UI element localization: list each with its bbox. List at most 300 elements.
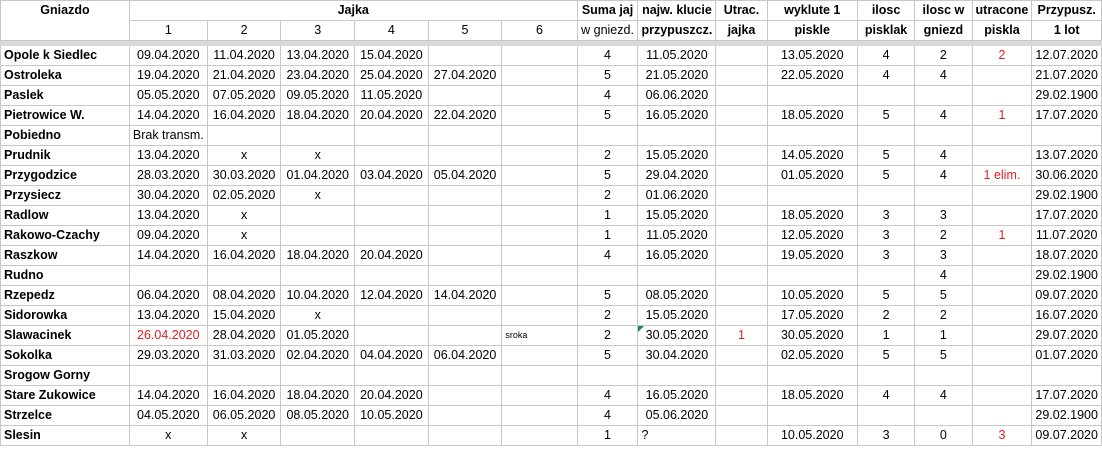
cell-jajko-5[interactable]: 27.04.2020 (428, 66, 502, 86)
cell-jajko-2[interactable]: x (207, 146, 281, 166)
cell-jajko-1[interactable]: 28.03.2020 (129, 166, 207, 186)
cell-jajko-5[interactable] (428, 206, 502, 226)
cell-jajko-1[interactable]: Brak transm. (129, 126, 207, 146)
cell-jajko-2[interactable]: 31.03.2020 (207, 346, 281, 366)
cell-jajko-1[interactable]: 14.04.2020 (129, 246, 207, 266)
cell-jajko-5[interactable] (428, 46, 502, 66)
cell-jajko-2[interactable]: 08.04.2020 (207, 286, 281, 306)
cell-ilosc-gn[interactable] (915, 186, 972, 206)
cell-suma[interactable]: 4 (577, 386, 638, 406)
cell-jajko-3[interactable] (281, 206, 355, 226)
cell-utracone[interactable] (972, 306, 1032, 326)
cell-jajko-6[interactable] (502, 106, 577, 126)
cell-jajko-4[interactable] (355, 206, 429, 226)
cell-wyklute[interactable]: 01.05.2020 (767, 166, 857, 186)
cell-utrac[interactable] (716, 426, 767, 446)
cell-jajko-4[interactable]: 10.05.2020 (355, 406, 429, 426)
header-jajka-1[interactable]: 1 (129, 21, 207, 41)
cell-ilosc[interactable]: 3 (857, 246, 914, 266)
cell-jajko-5[interactable]: 14.04.2020 (428, 286, 502, 306)
cell-jajko-5[interactable] (428, 246, 502, 266)
cell-ilosc[interactable]: 4 (857, 386, 914, 406)
cell-suma[interactable]: 1 (577, 226, 638, 246)
cell-ilosc-gn[interactable] (915, 366, 972, 386)
cell-jajko-6[interactable] (502, 126, 577, 146)
header-utrac[interactable]: Utrac. (716, 1, 767, 21)
cell-klucie[interactable]: 16.05.2020 (638, 386, 716, 406)
cell-jajko-6[interactable]: sroka (502, 326, 577, 346)
cell-gniazdo[interactable]: Przygodzice (1, 166, 130, 186)
cell-utrac[interactable] (716, 86, 767, 106)
cell-jajko-3[interactable] (281, 266, 355, 286)
cell-suma[interactable] (577, 266, 638, 286)
cell-klucie[interactable]: 06.06.2020 (638, 86, 716, 106)
cell-ilosc[interactable] (857, 186, 914, 206)
cell-jajko-5[interactable] (428, 406, 502, 426)
cell-przypusz[interactable]: 11.07.2020 (1032, 226, 1102, 246)
header-przypusz-sub[interactable]: 1 lot (1032, 21, 1102, 41)
cell-przypusz[interactable]: 09.07.2020 (1032, 286, 1102, 306)
cell-utrac[interactable] (716, 186, 767, 206)
cell-jajko-3[interactable]: 13.04.2020 (281, 46, 355, 66)
cell-gniazdo[interactable]: Paslek (1, 86, 130, 106)
cell-przypusz[interactable]: 18.07.2020 (1032, 246, 1102, 266)
cell-gniazdo[interactable]: Raszkow (1, 246, 130, 266)
cell-jajko-1[interactable]: 26.04.2020 (129, 326, 207, 346)
header-wyklute[interactable]: wyklute 1 (767, 1, 857, 21)
cell-jajko-2[interactable]: 02.05.2020 (207, 186, 281, 206)
cell-utrac[interactable] (716, 66, 767, 86)
cell-suma[interactable]: 4 (577, 86, 638, 106)
header-suma-sub[interactable]: w gniezd. (577, 21, 638, 41)
cell-przypusz[interactable]: 17.07.2020 (1032, 206, 1102, 226)
header-klucie[interactable]: najw. klucie (638, 1, 716, 21)
cell-jajko-4[interactable]: 25.04.2020 (355, 66, 429, 86)
cell-klucie[interactable]: 16.05.2020 (638, 246, 716, 266)
cell-gniazdo[interactable]: Slawacinek (1, 326, 130, 346)
cell-jajko-2[interactable]: 16.04.2020 (207, 246, 281, 266)
cell-jajko-3[interactable]: x (281, 146, 355, 166)
cell-utrac[interactable] (716, 226, 767, 246)
cell-jajko-3[interactable]: x (281, 186, 355, 206)
cell-jajko-4[interactable] (355, 326, 429, 346)
cell-suma[interactable] (577, 126, 638, 146)
cell-wyklute[interactable]: 22.05.2020 (767, 66, 857, 86)
cell-jajko-5[interactable] (428, 226, 502, 246)
cell-wyklute[interactable]: 18.05.2020 (767, 106, 857, 126)
cell-utrac[interactable] (716, 266, 767, 286)
cell-gniazdo[interactable]: Opole k Siedlec (1, 46, 130, 66)
cell-jajko-1[interactable]: 13.04.2020 (129, 206, 207, 226)
cell-jajko-2[interactable] (207, 266, 281, 286)
cell-utrac[interactable] (716, 406, 767, 426)
cell-wyklute[interactable]: 02.05.2020 (767, 346, 857, 366)
cell-utrac[interactable] (716, 246, 767, 266)
cell-jajko-2[interactable]: 21.04.2020 (207, 66, 281, 86)
cell-suma[interactable]: 5 (577, 166, 638, 186)
header-jajka-3[interactable]: 3 (281, 21, 355, 41)
cell-utracone[interactable]: 2 (972, 46, 1032, 66)
cell-utrac[interactable] (716, 366, 767, 386)
cell-przypusz[interactable]: 29.07.2020 (1032, 326, 1102, 346)
cell-jajko-2[interactable] (207, 126, 281, 146)
cell-klucie[interactable]: ? (638, 426, 716, 446)
cell-wyklute[interactable] (767, 266, 857, 286)
cell-jajko-3[interactable]: 18.04.2020 (281, 246, 355, 266)
cell-ilosc-gn[interactable]: 4 (915, 266, 972, 286)
cell-jajko-4[interactable]: 12.04.2020 (355, 286, 429, 306)
cell-klucie[interactable]: 30.04.2020 (638, 346, 716, 366)
cell-ilosc[interactable]: 5 (857, 146, 914, 166)
cell-jajko-5[interactable]: 06.04.2020 (428, 346, 502, 366)
cell-ilosc[interactable]: 5 (857, 166, 914, 186)
cell-przypusz[interactable]: 29.02.1900 (1032, 86, 1102, 106)
cell-jajko-6[interactable] (502, 246, 577, 266)
cell-jajko-4[interactable] (355, 146, 429, 166)
cell-utracone[interactable]: 1 elim. (972, 166, 1032, 186)
cell-utrac[interactable] (716, 346, 767, 366)
cell-utracone[interactable] (972, 66, 1032, 86)
cell-jajko-6[interactable] (502, 166, 577, 186)
cell-ilosc[interactable]: 3 (857, 206, 914, 226)
cell-jajko-2[interactable]: 15.04.2020 (207, 306, 281, 326)
cell-ilosc-gn[interactable]: 4 (915, 106, 972, 126)
cell-jajko-2[interactable]: 06.05.2020 (207, 406, 281, 426)
cell-suma[interactable]: 5 (577, 66, 638, 86)
header-klucie-sub[interactable]: przypuszcz. (638, 21, 716, 41)
header-ilosc-sub[interactable]: pisklak (857, 21, 914, 41)
cell-utracone[interactable]: 1 (972, 106, 1032, 126)
cell-ilosc-gn[interactable] (915, 406, 972, 426)
cell-jajko-5[interactable] (428, 366, 502, 386)
cell-jajko-5[interactable] (428, 326, 502, 346)
cell-suma[interactable]: 4 (577, 46, 638, 66)
cell-ilosc-gn[interactable]: 4 (915, 146, 972, 166)
header-utracone-sub[interactable]: piskla (972, 21, 1032, 41)
cell-jajko-4[interactable]: 04.04.2020 (355, 346, 429, 366)
cell-jajko-2[interactable]: 11.04.2020 (207, 46, 281, 66)
cell-wyklute[interactable]: 14.05.2020 (767, 146, 857, 166)
cell-utracone[interactable] (972, 126, 1032, 146)
cell-suma[interactable] (577, 366, 638, 386)
cell-jajko-2[interactable]: 30.03.2020 (207, 166, 281, 186)
cell-klucie[interactable]: 30.05.2020 (638, 326, 716, 346)
comment-marker-icon[interactable] (638, 326, 644, 332)
cell-gniazdo[interactable]: Prudnik (1, 146, 130, 166)
cell-jajko-3[interactable]: 01.04.2020 (281, 166, 355, 186)
cell-ilosc[interactable]: 3 (857, 226, 914, 246)
cell-przypusz[interactable]: 21.07.2020 (1032, 66, 1102, 86)
cell-gniazdo[interactable]: Sokolka (1, 346, 130, 366)
header-ilosc[interactable]: ilosc (857, 1, 914, 21)
cell-jajko-5[interactable] (428, 306, 502, 326)
cell-wyklute[interactable]: 12.05.2020 (767, 226, 857, 246)
cell-jajko-1[interactable]: 30.04.2020 (129, 186, 207, 206)
header-suma[interactable]: Suma jaj (577, 1, 638, 21)
cell-jajko-6[interactable] (502, 266, 577, 286)
cell-ilosc-gn[interactable]: 3 (915, 206, 972, 226)
header-ilosc-gn-sub[interactable]: gniezd (915, 21, 972, 41)
cell-przypusz[interactable]: 09.07.2020 (1032, 426, 1102, 446)
cell-jajko-6[interactable] (502, 366, 577, 386)
cell-ilosc[interactable]: 3 (857, 426, 914, 446)
cell-jajko-3[interactable]: 02.04.2020 (281, 346, 355, 366)
cell-jajko-6[interactable] (502, 306, 577, 326)
cell-jajko-5[interactable] (428, 426, 502, 446)
cell-suma[interactable]: 1 (577, 206, 638, 226)
cell-wyklute[interactable] (767, 406, 857, 426)
cell-jajko-4[interactable] (355, 226, 429, 246)
cell-gniazdo[interactable]: Rudno (1, 266, 130, 286)
header-jajka-4[interactable]: 4 (355, 21, 429, 41)
cell-utrac[interactable] (716, 386, 767, 406)
cell-utrac[interactable] (716, 206, 767, 226)
cell-przypusz[interactable] (1032, 126, 1102, 146)
cell-gniazdo[interactable]: Srogow Gorny (1, 366, 130, 386)
cell-ilosc[interactable] (857, 126, 914, 146)
cell-klucie[interactable] (638, 266, 716, 286)
cell-jajko-5[interactable]: 05.04.2020 (428, 166, 502, 186)
cell-ilosc-gn[interactable]: 4 (915, 166, 972, 186)
cell-gniazdo[interactable]: Sidorowka (1, 306, 130, 326)
cell-jajko-6[interactable] (502, 86, 577, 106)
cell-jajko-3[interactable]: 18.04.2020 (281, 386, 355, 406)
cell-wyklute[interactable]: 10.05.2020 (767, 286, 857, 306)
cell-ilosc[interactable] (857, 406, 914, 426)
cell-utracone[interactable] (972, 246, 1032, 266)
cell-ilosc[interactable]: 5 (857, 106, 914, 126)
cell-jajko-2[interactable]: 28.04.2020 (207, 326, 281, 346)
cell-jajko-1[interactable]: x (129, 426, 207, 446)
cell-jajko-4[interactable] (355, 366, 429, 386)
cell-wyklute[interactable] (767, 366, 857, 386)
header-utrac-sub[interactable]: jajka (716, 21, 767, 41)
cell-jajko-3[interactable]: x (281, 306, 355, 326)
cell-gniazdo[interactable]: Strzelce (1, 406, 130, 426)
cell-jajko-1[interactable]: 14.04.2020 (129, 386, 207, 406)
cell-ilosc[interactable]: 5 (857, 346, 914, 366)
cell-klucie[interactable] (638, 126, 716, 146)
cell-klucie[interactable]: 15.05.2020 (638, 306, 716, 326)
cell-przypusz[interactable]: 29.02.1900 (1032, 266, 1102, 286)
cell-wyklute[interactable]: 19.05.2020 (767, 246, 857, 266)
cell-suma[interactable]: 4 (577, 406, 638, 426)
cell-ilosc-gn[interactable] (915, 126, 972, 146)
cell-jajko-1[interactable] (129, 266, 207, 286)
cell-jajko-1[interactable]: 29.03.2020 (129, 346, 207, 366)
header-wyklute-sub[interactable]: piskle (767, 21, 857, 41)
cell-jajko-4[interactable] (355, 126, 429, 146)
cell-przypusz[interactable]: 17.07.2020 (1032, 106, 1102, 126)
cell-jajko-2[interactable]: 16.04.2020 (207, 386, 281, 406)
cell-utrac[interactable] (716, 146, 767, 166)
cell-jajko-1[interactable]: 09.04.2020 (129, 46, 207, 66)
cell-utrac[interactable] (716, 106, 767, 126)
cell-klucie[interactable] (638, 366, 716, 386)
cell-gniazdo[interactable]: Pobiedno (1, 126, 130, 146)
cell-jajko-1[interactable]: 13.04.2020 (129, 146, 207, 166)
cell-ilosc[interactable]: 4 (857, 46, 914, 66)
cell-jajko-3[interactable]: 08.05.2020 (281, 406, 355, 426)
cell-suma[interactable]: 2 (577, 186, 638, 206)
header-przypusz[interactable]: Przypusz. (1032, 1, 1102, 21)
cell-przypusz[interactable]: 17.07.2020 (1032, 386, 1102, 406)
cell-ilosc[interactable] (857, 266, 914, 286)
cell-przypusz[interactable]: 12.07.2020 (1032, 46, 1102, 66)
cell-wyklute[interactable]: 18.05.2020 (767, 206, 857, 226)
cell-jajko-6[interactable] (502, 386, 577, 406)
cell-utracone[interactable] (972, 346, 1032, 366)
cell-jajko-4[interactable] (355, 266, 429, 286)
cell-jajko-6[interactable] (502, 206, 577, 226)
cell-jajko-6[interactable] (502, 286, 577, 306)
cell-przypusz[interactable]: 29.02.1900 (1032, 406, 1102, 426)
cell-jajko-4[interactable] (355, 306, 429, 326)
cell-gniazdo[interactable]: Rakowo-Czachy (1, 226, 130, 246)
cell-klucie[interactable]: 11.05.2020 (638, 46, 716, 66)
header-utracone[interactable]: utracone (972, 1, 1032, 21)
cell-ilosc[interactable] (857, 86, 914, 106)
cell-klucie[interactable]: 11.05.2020 (638, 226, 716, 246)
cell-przypusz[interactable]: 29.02.1900 (1032, 186, 1102, 206)
cell-jajko-4[interactable]: 20.04.2020 (355, 246, 429, 266)
cell-jajko-6[interactable] (502, 406, 577, 426)
cell-klucie[interactable]: 21.05.2020 (638, 66, 716, 86)
cell-ilosc-gn[interactable]: 5 (915, 286, 972, 306)
cell-przypusz[interactable]: 01.07.2020 (1032, 346, 1102, 366)
cell-suma[interactable]: 5 (577, 346, 638, 366)
cell-jajko-6[interactable] (502, 186, 577, 206)
cell-klucie[interactable]: 29.04.2020 (638, 166, 716, 186)
cell-jajko-2[interactable]: 07.05.2020 (207, 86, 281, 106)
cell-gniazdo[interactable]: Ostroleka (1, 66, 130, 86)
cell-suma[interactable]: 5 (577, 106, 638, 126)
cell-ilosc-gn[interactable]: 4 (915, 386, 972, 406)
cell-jajko-2[interactable]: 16.04.2020 (207, 106, 281, 126)
cell-ilosc[interactable]: 2 (857, 306, 914, 326)
cell-utracone[interactable]: 1 (972, 226, 1032, 246)
cell-utracone[interactable] (972, 286, 1032, 306)
cell-ilosc-gn[interactable]: 5 (915, 346, 972, 366)
cell-utracone[interactable]: 3 (972, 426, 1032, 446)
cell-utrac[interactable] (716, 166, 767, 186)
cell-jajko-5[interactable] (428, 126, 502, 146)
cell-utracone[interactable] (972, 386, 1032, 406)
cell-gniazdo[interactable]: Slesin (1, 426, 130, 446)
cell-jajko-5[interactable] (428, 266, 502, 286)
cell-jajko-3[interactable] (281, 226, 355, 246)
cell-gniazdo[interactable]: Pietrowice W. (1, 106, 130, 126)
cell-utracone[interactable] (972, 146, 1032, 166)
cell-klucie[interactable]: 01.06.2020 (638, 186, 716, 206)
header-jajka-5[interactable]: 5 (428, 21, 502, 41)
cell-jajko-6[interactable] (502, 46, 577, 66)
cell-przypusz[interactable]: 13.07.2020 (1032, 146, 1102, 166)
cell-jajko-3[interactable]: 09.05.2020 (281, 86, 355, 106)
cell-klucie[interactable]: 08.05.2020 (638, 286, 716, 306)
cell-ilosc-gn[interactable] (915, 86, 972, 106)
cell-ilosc-gn[interactable]: 3 (915, 246, 972, 266)
header-jajka-6[interactable]: 6 (502, 21, 577, 41)
cell-jajko-1[interactable]: 14.04.2020 (129, 106, 207, 126)
cell-jajko-1[interactable]: 05.05.2020 (129, 86, 207, 106)
cell-jajko-4[interactable]: 20.04.2020 (355, 386, 429, 406)
cell-jajko-3[interactable] (281, 126, 355, 146)
cell-utracone[interactable] (972, 186, 1032, 206)
cell-wyklute[interactable] (767, 86, 857, 106)
cell-utrac[interactable]: 1 (716, 326, 767, 346)
cell-jajko-6[interactable] (502, 226, 577, 246)
cell-jajko-5[interactable] (428, 146, 502, 166)
cell-utracone[interactable] (972, 326, 1032, 346)
cell-jajko-2[interactable]: x (207, 426, 281, 446)
cell-utrac[interactable] (716, 306, 767, 326)
cell-jajko-5[interactable] (428, 386, 502, 406)
cell-przypusz[interactable]: 16.07.2020 (1032, 306, 1102, 326)
cell-utracone[interactable] (972, 206, 1032, 226)
cell-suma[interactable]: 4 (577, 246, 638, 266)
cell-jajko-6[interactable] (502, 146, 577, 166)
cell-jajko-3[interactable] (281, 366, 355, 386)
cell-klucie[interactable]: 15.05.2020 (638, 146, 716, 166)
cell-jajko-3[interactable]: 01.05.2020 (281, 326, 355, 346)
cell-utracone[interactable] (972, 406, 1032, 426)
cell-utrac[interactable] (716, 286, 767, 306)
header-jajka[interactable]: Jajka (129, 1, 577, 21)
cell-suma[interactable]: 1 (577, 426, 638, 446)
cell-jajko-2[interactable]: x (207, 206, 281, 226)
cell-wyklute[interactable]: 10.05.2020 (767, 426, 857, 446)
header-gniazdo[interactable]: Gniazdo (1, 1, 130, 41)
cell-przypusz[interactable] (1032, 366, 1102, 386)
cell-jajko-1[interactable]: 09.04.2020 (129, 226, 207, 246)
cell-jajko-1[interactable] (129, 366, 207, 386)
cell-jajko-1[interactable]: 13.04.2020 (129, 306, 207, 326)
cell-jajko-1[interactable]: 04.05.2020 (129, 406, 207, 426)
cell-gniazdo[interactable]: Radlow (1, 206, 130, 226)
header-ilosc-gn[interactable]: ilosc w (915, 1, 972, 21)
cell-jajko-4[interactable] (355, 186, 429, 206)
cell-jajko-4[interactable]: 11.05.2020 (355, 86, 429, 106)
cell-przypusz[interactable]: 30.06.2020 (1032, 166, 1102, 186)
cell-suma[interactable]: 2 (577, 306, 638, 326)
cell-klucie[interactable]: 15.05.2020 (638, 206, 716, 226)
cell-suma[interactable]: 2 (577, 326, 638, 346)
cell-ilosc-gn[interactable]: 2 (915, 46, 972, 66)
cell-utrac[interactable] (716, 126, 767, 146)
cell-jajko-4[interactable]: 15.04.2020 (355, 46, 429, 66)
cell-gniazdo[interactable]: Rzepedz (1, 286, 130, 306)
cell-jajko-5[interactable] (428, 186, 502, 206)
cell-wyklute[interactable]: 13.05.2020 (767, 46, 857, 66)
cell-wyklute[interactable]: 18.05.2020 (767, 386, 857, 406)
header-jajka-2[interactable]: 2 (207, 21, 281, 41)
cell-utracone[interactable] (972, 266, 1032, 286)
cell-jajko-3[interactable]: 23.04.2020 (281, 66, 355, 86)
cell-jajko-4[interactable]: 03.04.2020 (355, 166, 429, 186)
cell-gniazdo[interactable]: Przysiecz (1, 186, 130, 206)
cell-ilosc-gn[interactable]: 2 (915, 306, 972, 326)
cell-klucie[interactable]: 16.05.2020 (638, 106, 716, 126)
cell-ilosc[interactable]: 5 (857, 286, 914, 306)
cell-jajko-1[interactable]: 06.04.2020 (129, 286, 207, 306)
cell-wyklute[interactable] (767, 186, 857, 206)
cell-jajko-3[interactable]: 18.04.2020 (281, 106, 355, 126)
cell-jajko-6[interactable] (502, 66, 577, 86)
cell-jajko-2[interactable] (207, 366, 281, 386)
cell-klucie[interactable]: 05.06.2020 (638, 406, 716, 426)
cell-jajko-6[interactable] (502, 426, 577, 446)
